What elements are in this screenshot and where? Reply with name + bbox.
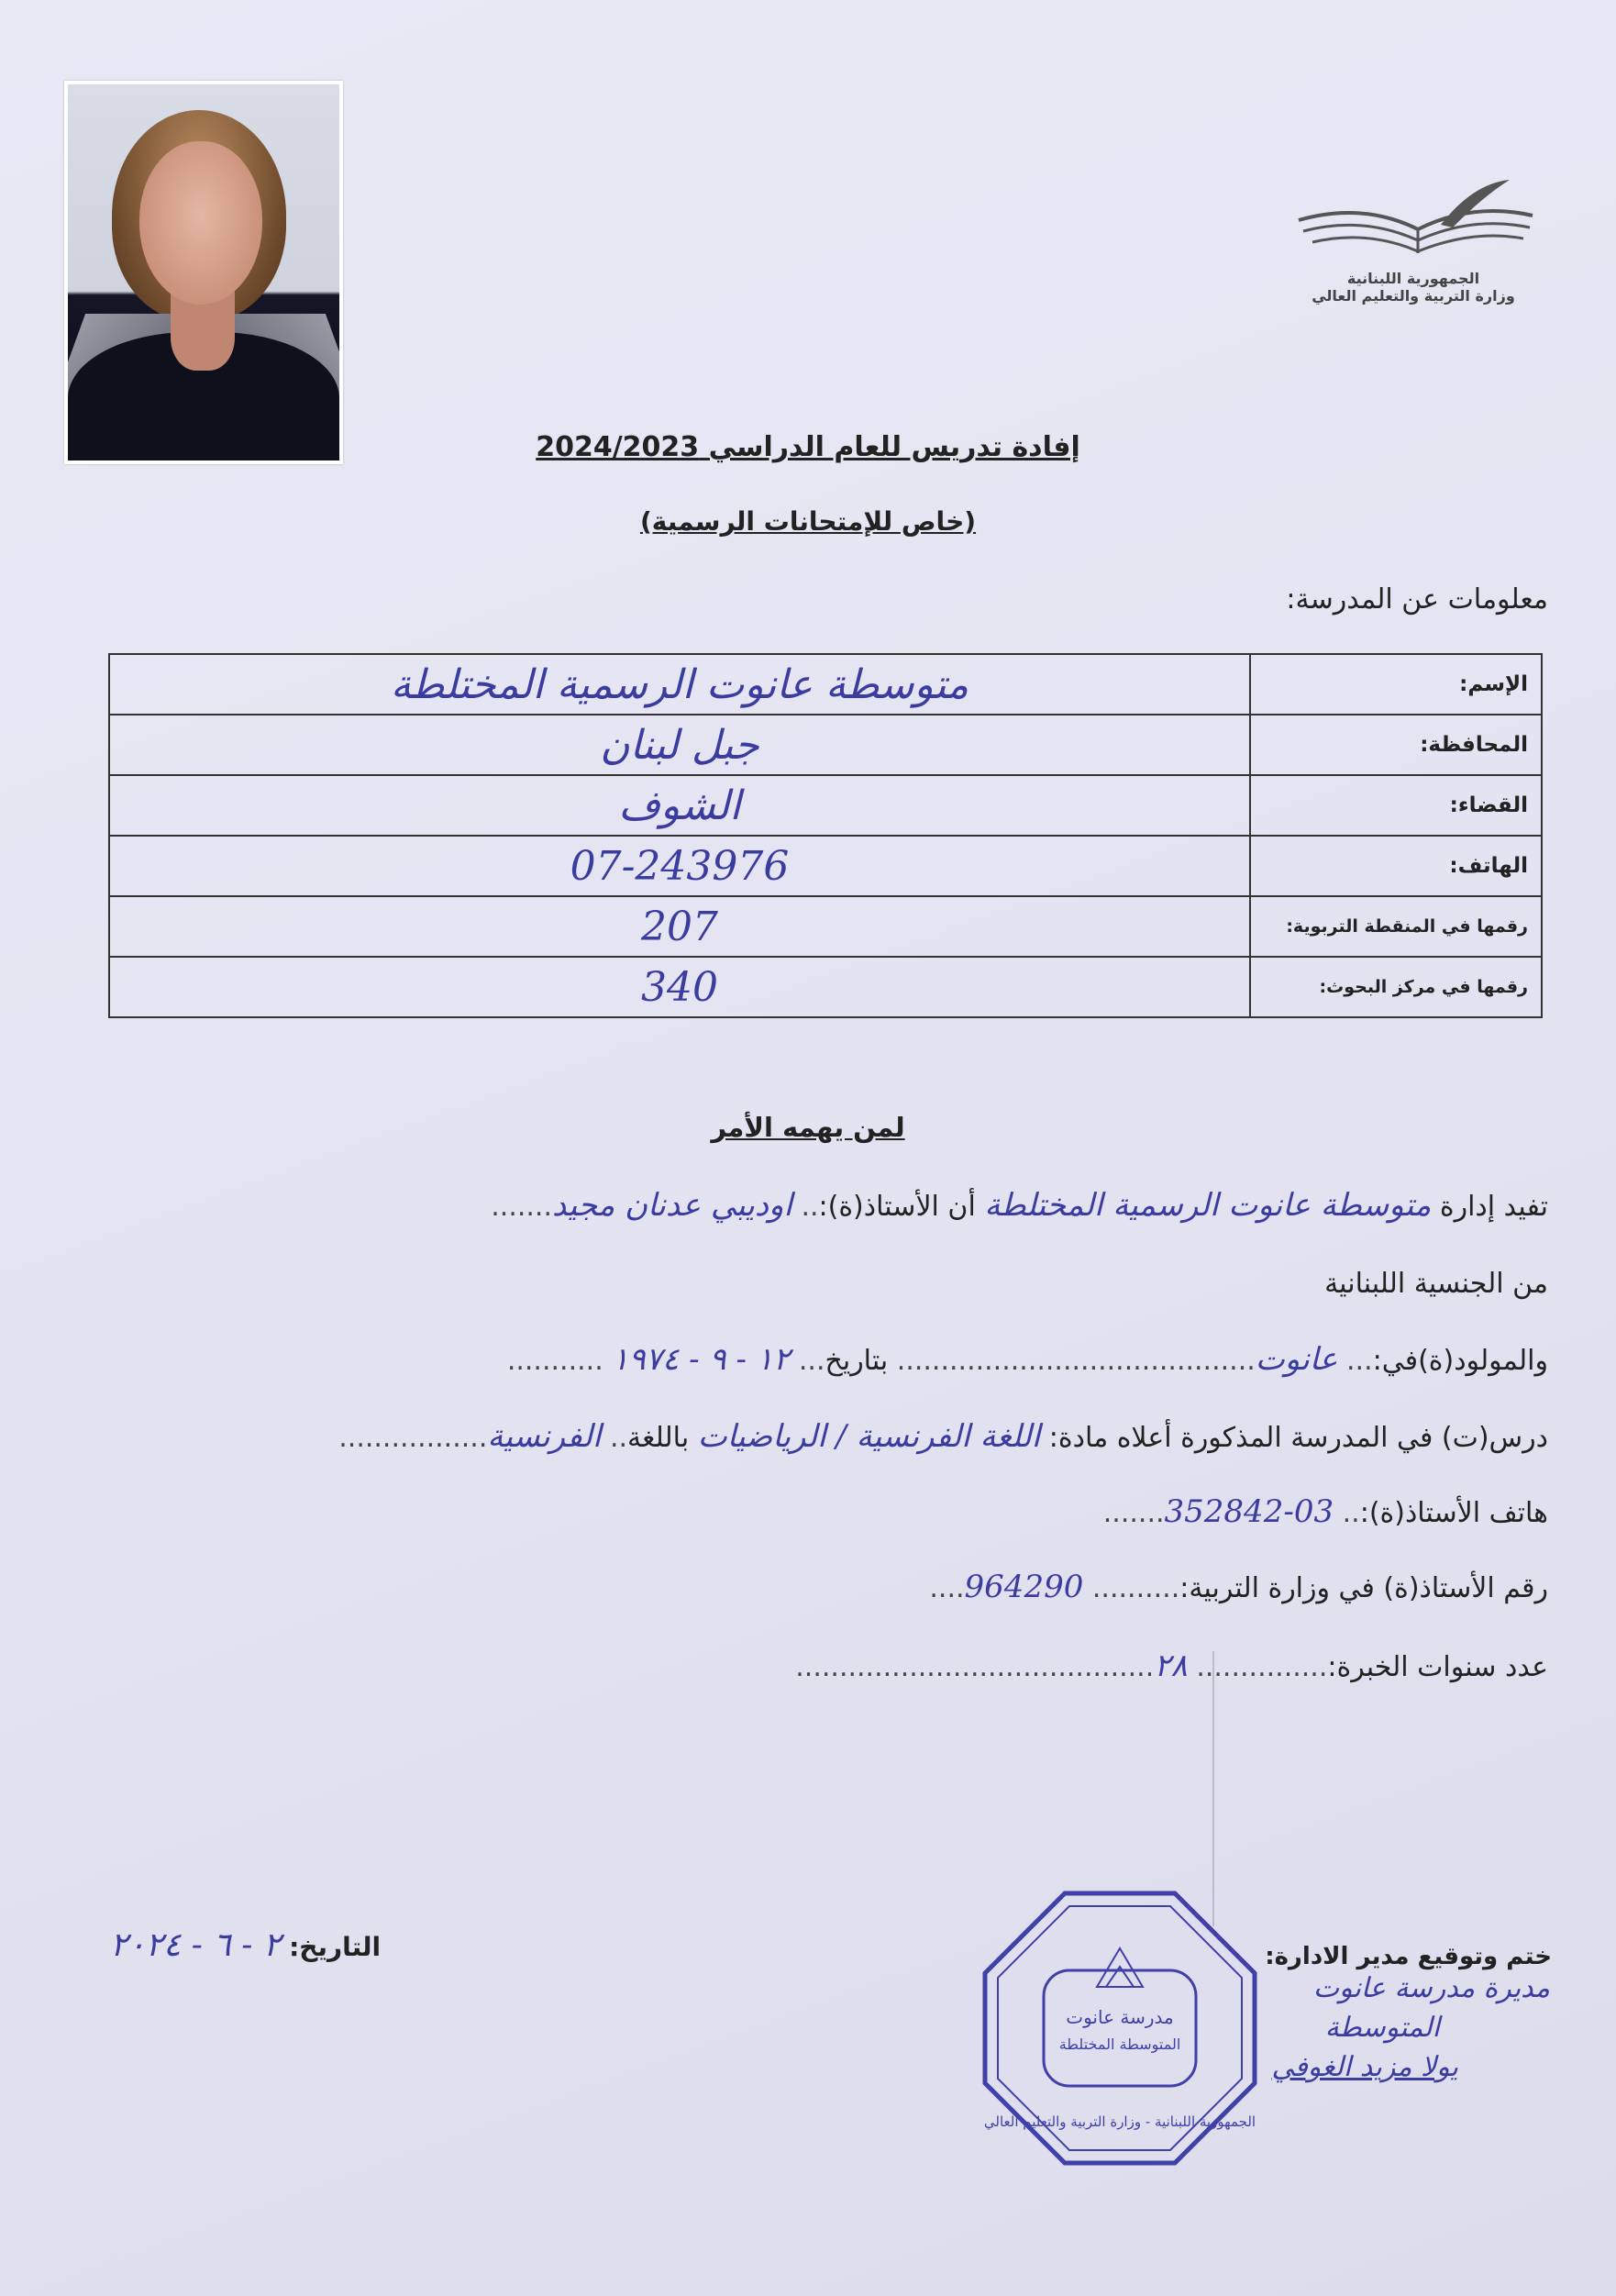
ministry-text: وزارة التربية والتعليم العالي xyxy=(1312,287,1515,305)
school-info-row xyxy=(109,896,1542,957)
teacher-phone-handwritten: 03-352842 xyxy=(1164,1493,1334,1530)
document-subtitle: (خاص للإمتحانات الرسمية) xyxy=(639,506,977,537)
school-info-label: الهاتف: xyxy=(1250,836,1542,896)
signature-line-2: المتوسطة xyxy=(1324,2012,1440,2044)
school-info-heading: معلومات عن المدرسة: xyxy=(1286,583,1548,616)
school-info-row xyxy=(109,775,1542,836)
school-info-row xyxy=(109,957,1542,1017)
birth-date-handwritten: ١٢ - ٩ - ١٩٧٤ xyxy=(612,1341,791,1378)
experience-years-handwritten: ٢٨ xyxy=(1154,1647,1188,1684)
school-info-row xyxy=(109,654,1542,715)
ministry-logo xyxy=(1280,174,1546,330)
open-book-icon xyxy=(1289,174,1537,266)
school-info-value: 207 xyxy=(109,896,1250,957)
school-info-label: القضاء: xyxy=(1250,775,1542,836)
school-info-label: المحافظة: xyxy=(1250,715,1542,775)
school-info-table xyxy=(108,653,1543,1018)
line-teacher-phone: هاتف الأستاذ(ة):.. 03-352842....... xyxy=(1102,1493,1548,1530)
line-experience: عدد سنوات الخبرة:............... ٢٨......................................... xyxy=(795,1647,1548,1684)
school-info-value: متوسطة عانوت الرسمية المختلطة xyxy=(109,654,1250,715)
passport-photo xyxy=(64,81,343,464)
school-info-label: رقمها في المنقطة التربوية: xyxy=(1250,896,1542,957)
subject-handwritten: اللغة الفرنسية / الرياضيات xyxy=(697,1418,1041,1455)
line-birth: والمولود(ة)في:... عانوت......................................... بتاريخ... ١٢ - ٩ - ١٩٧٤ ........... xyxy=(506,1341,1548,1378)
school-name-handwritten: متوسطة عانوت الرسمية المختلطة xyxy=(984,1187,1432,1224)
school-info-row xyxy=(109,715,1542,775)
school-info-label: الإسم: xyxy=(1250,654,1542,715)
ministry-number-handwritten: 964290 xyxy=(964,1569,1084,1605)
republic-text: الجمهورية اللبنانية xyxy=(1346,270,1480,287)
line-ministry-number: رقم الأستاذ(ة) في وزارة التربية:.......... 964290.... xyxy=(929,1569,1548,1605)
school-info-value: الشوف xyxy=(109,775,1250,836)
school-info-label: رقمها في مركز البحوث: xyxy=(1250,957,1542,1017)
signature-label: ختم وتوقيع مدير الادارة: xyxy=(1265,1943,1552,1970)
school-seal xyxy=(978,1886,1262,2170)
line-school-teacher: تفيد إدارة متوسطة عانوت الرسمية المختلطة أن الأستاذ(ة):.. اوديبي عدنان مجيد....... xyxy=(491,1187,1548,1224)
school-info-value: 340 xyxy=(109,957,1250,1017)
signature-line-3: يولا مزيد الغوفي xyxy=(1271,2051,1458,2083)
school-info-value: جبل لبنان xyxy=(109,715,1250,775)
cedar-icon xyxy=(1097,1948,1143,1987)
seal-ring-text: الجمهورية اللبنانية - وزارة التربية والتعليم العالي xyxy=(983,2113,1256,2130)
to-whom-heading: لمن يهمه الأمر xyxy=(711,1112,905,1143)
document-title: إفادة تدريس للعام الدراسي 2024/2023 xyxy=(536,431,1080,463)
line-nationality: من الجنسية اللبنانية xyxy=(1324,1268,1548,1300)
teaching-language-handwritten: الفرنسية xyxy=(487,1418,602,1455)
school-info-value: 07-243976 xyxy=(109,836,1250,896)
signature-line-1: مديرة مدرسة عانوت xyxy=(1312,1972,1550,2004)
seal-center-2: المتوسطة المختلطة xyxy=(1058,2035,1181,2053)
date-field: التاريخ: ٢ - ٦ - ٢٠٢٤ xyxy=(110,1926,382,1964)
line-subject: درس(ت) في المدرسة المذكورة أعلاه مادة: اللغة الفرنسية / الرياضيات باللغة.. الفرنسية................. xyxy=(338,1418,1548,1455)
scan-artifact xyxy=(1212,1651,1214,1926)
birth-place-handwritten: عانوت xyxy=(1255,1341,1338,1378)
teacher-name-handwritten: اوديبي عدنان مجيد xyxy=(552,1187,792,1224)
date-handwritten: ٢ - ٦ - ٢٠٢٤ xyxy=(110,1926,282,1964)
seal-center-1: مدرسة عانوت xyxy=(1066,2006,1174,2028)
school-info-row xyxy=(109,836,1542,896)
